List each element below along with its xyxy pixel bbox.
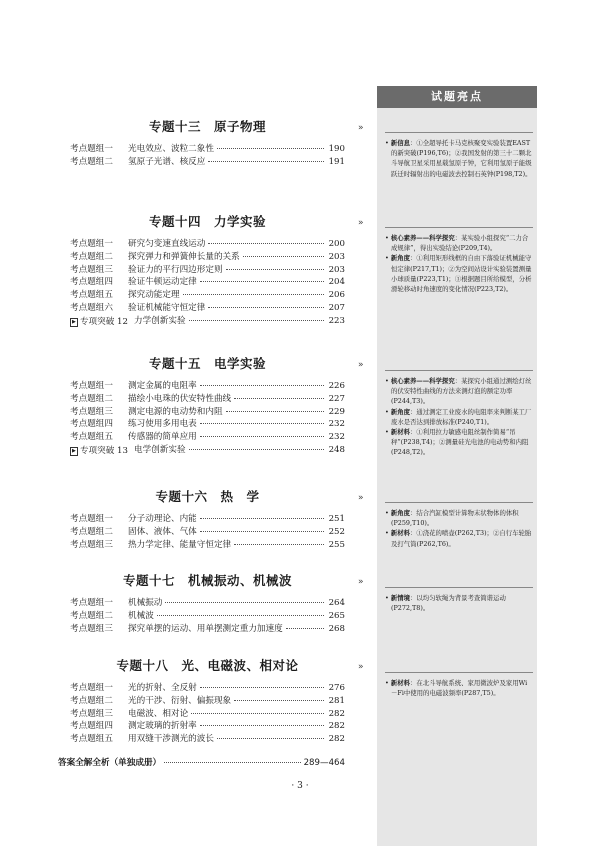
toc-page: 248 xyxy=(328,444,345,455)
toc-label: 考点题组一 xyxy=(70,683,113,693)
toc-title: 电学创新实验 xyxy=(134,444,186,455)
toc-row[interactable] xyxy=(70,682,345,695)
toc-label: 考点题组五 xyxy=(70,290,113,301)
note-tag: 新材料 xyxy=(390,529,410,538)
divider xyxy=(385,587,533,588)
toc-row[interactable] xyxy=(70,708,345,721)
toc-label xyxy=(70,445,128,458)
toc-row-special[interactable] xyxy=(70,315,345,329)
toc-row[interactable] xyxy=(70,418,345,431)
note-text: ：在北斗导航系统、家用微波炉及家用Wi－Fi中使用的电磁波频率(P287,T5)。 xyxy=(391,679,528,698)
leader-dots xyxy=(165,602,324,603)
answer-title: 答案全解全析（单独成册） xyxy=(58,758,162,768)
toc-row[interactable] xyxy=(70,276,345,289)
toc-page: 206 xyxy=(328,290,345,301)
note-tag: 新角度 xyxy=(390,407,410,416)
section-title: 专题十四 力学实验 xyxy=(148,214,266,229)
leader-dots xyxy=(200,725,324,726)
toc-label: 考点题组五 xyxy=(70,734,113,745)
answer-page: 289—464 xyxy=(303,758,345,768)
toc-page: 282 xyxy=(328,721,345,732)
toc-page: 200 xyxy=(328,239,345,249)
toc-title: 研究匀变速直线运动 xyxy=(128,239,206,249)
section-17 xyxy=(70,571,345,635)
note-text: ：①利用拉力敏感电阻丝制作简易“吊秤”(P238,T4)；②测量硅光电池的电动势和内阻(P248,T2)。 xyxy=(391,428,529,457)
leader-dots xyxy=(243,256,324,257)
section-title: 专题十五 电学实验 xyxy=(148,356,266,371)
toc-title: 探究弹力和弹簧伸长量的关系 xyxy=(128,251,240,262)
toc-title: 验证牛顿运动定律 xyxy=(128,277,197,288)
toc-label xyxy=(70,316,128,329)
section-15 xyxy=(70,354,345,458)
toc-page: 203 xyxy=(328,264,345,275)
toc-row[interactable] xyxy=(70,302,345,315)
toc-label: 考点题组二 xyxy=(70,695,113,706)
toc-label: 考点题组二 xyxy=(70,393,113,404)
toc-row[interactable] xyxy=(70,156,345,169)
toc-page: 276 xyxy=(328,683,345,693)
note-text: ：①浇花的喷壶(P262,T3)；②自行车轮胎及打气筒(P262,T6)。 xyxy=(391,529,532,548)
toc-page: 265 xyxy=(328,610,345,621)
toc-title: 探究单摆的运动、用单摆测定重力加速度 xyxy=(128,623,283,634)
toc-page: 282 xyxy=(328,734,345,745)
toc-page: 281 xyxy=(328,695,345,706)
toc-title: 光的干涉、衍射、偏振现象 xyxy=(128,695,232,706)
leader-dots xyxy=(200,385,324,386)
note-tag: 核心素养——科学探究 xyxy=(390,377,455,385)
toc-title: 机械振动 xyxy=(128,598,163,608)
note-text: ：通过测定工业废水的电阻率来判断某工厂废水是否达到排放标准(P240,T1)。 xyxy=(391,407,532,426)
toc-row[interactable] xyxy=(70,720,345,733)
section-title: 专题十七 机械振动、机械波 xyxy=(122,573,292,588)
toc-page: 207 xyxy=(328,302,345,313)
special-label: 专项突破 12 xyxy=(79,316,128,327)
divider xyxy=(385,227,533,228)
section-title: 专题十三 原子物理 xyxy=(148,119,266,134)
divider xyxy=(385,672,533,673)
highlight-block-16 xyxy=(385,502,533,549)
toc-row[interactable] xyxy=(70,513,345,526)
chevron-icon: » xyxy=(358,123,364,133)
section-13 xyxy=(70,117,345,169)
leader-dots xyxy=(208,243,324,244)
toc-title: 光电效应、波粒二象性 xyxy=(128,144,214,154)
toc-label: 考点题组一 xyxy=(70,598,113,608)
toc-title: 测定金属的电阻率 xyxy=(128,381,197,391)
leader-dots xyxy=(234,700,324,701)
toc-title: 验证力的平行四边形定则 xyxy=(128,264,223,275)
toc-row[interactable] xyxy=(70,251,345,264)
play-icon: ▶ xyxy=(70,318,78,327)
toc-title: 分子动理论、内能 xyxy=(128,514,197,524)
toc-title: 测定玻璃的折射率 xyxy=(128,721,197,732)
leader-dots xyxy=(191,713,324,714)
leader-dots xyxy=(189,449,324,450)
toc-row[interactable] xyxy=(70,431,345,444)
divider xyxy=(385,132,533,133)
highlight-block-13 xyxy=(385,132,533,179)
highlight-note: • 新信息：①全超导托卡马克核聚变实验装置EAST的新突破(P196,T6)；②我国发射的第三十二颗北斗导航卫星采用星载氢原子钟，它利用氢原子能级跃迁时辐射出的电磁波去控制石英钟(P198,T2)。 xyxy=(385,139,532,178)
toc-title: 电磁波、相对论 xyxy=(128,708,189,719)
toc-page: 268 xyxy=(328,623,345,634)
section-title: 专题十六 热 学 xyxy=(155,489,260,504)
toc-row[interactable] xyxy=(70,380,345,393)
toc-title: 验证机械能守恒定律 xyxy=(128,302,206,313)
highlight-note: • 核心素养——科学探究：某实验小组探究“二力合成规律”，得出实验结论(P209,T4)。 xyxy=(385,234,529,253)
toc-title: 练习使用多用电表 xyxy=(128,419,197,430)
toc-label: 考点题组一 xyxy=(70,239,113,249)
toc-page: 229 xyxy=(328,406,345,417)
highlight-note: • 新角度：结合汽缸模型计算物末状物体的体积(P259,T10)。 xyxy=(385,509,519,528)
toc-page: 203 xyxy=(328,251,345,262)
toc-title: 传感器的简单应用 xyxy=(128,432,197,443)
toc-row[interactable] xyxy=(70,238,345,251)
toc-row-special[interactable] xyxy=(70,444,345,458)
toc-label: 考点题组四 xyxy=(70,277,113,288)
highlight-block-17 xyxy=(385,587,533,613)
toc-title: 探究动能定理 xyxy=(128,290,180,301)
answer-row[interactable] xyxy=(58,757,345,770)
toc-label: 考点题组四 xyxy=(70,721,113,732)
toc-label: 考点题组三 xyxy=(70,623,113,634)
toc-page: 232 xyxy=(328,432,345,443)
leader-dots xyxy=(217,738,324,739)
toc-label: 考点题组一 xyxy=(70,144,113,154)
highlight-note: • 新情境：以均匀软绳为背景考查简谐运动(P272,T8)。 xyxy=(385,594,506,613)
page-number: · 3 · xyxy=(291,781,309,791)
toc-page: 232 xyxy=(328,419,345,430)
toc-row[interactable] xyxy=(70,406,345,419)
leader-dots xyxy=(234,398,324,399)
highlight-note: • 核心素养——科学探究：某探究小组通过测绘灯丝的伏安特性曲线的方法来测灯泡的额定功率(P244,T3)。 xyxy=(385,377,532,406)
toc-page: 223 xyxy=(328,315,345,326)
leader-dots xyxy=(200,423,324,424)
toc-page: 264 xyxy=(328,598,345,608)
toc-row[interactable] xyxy=(70,597,345,610)
leader-dots xyxy=(217,148,324,149)
leader-dots xyxy=(157,615,324,616)
leader-dots xyxy=(234,544,324,545)
toc-title: 热力学定律、能量守恒定律 xyxy=(128,539,232,550)
highlight-block-18 xyxy=(385,672,533,698)
toc-label: 考点题组二 xyxy=(70,156,113,167)
note-text: ：①利用矩形线框的自由下落验证机械能守恒定律(P217,T1)；②为空间站设计实验装置测量小球质量(P223,T1)；③根据题目所给模型，分析滑轮移动时角速度的变化情况(P223,T2)。 xyxy=(391,254,532,294)
leader-dots xyxy=(189,320,324,321)
note-tag: 新材料 xyxy=(390,679,410,687)
toc-label: 考点题组六 xyxy=(70,302,113,313)
toc-row[interactable] xyxy=(70,539,345,552)
chevron-icon: » xyxy=(358,493,364,503)
note-text: ：以均匀软绳为背景考查简谐运动(P272,T8)。 xyxy=(391,594,506,613)
toc-page: 251 xyxy=(328,514,345,524)
highlights-column xyxy=(377,86,537,846)
leader-dots xyxy=(200,687,324,688)
toc-row[interactable] xyxy=(70,526,345,539)
toc-page: 282 xyxy=(328,708,345,719)
toc-page: 226 xyxy=(328,381,345,391)
toc-row[interactable] xyxy=(70,610,345,623)
note-tag: 新信息 xyxy=(390,139,410,147)
section-18 xyxy=(70,656,345,746)
leader-dots xyxy=(200,531,324,532)
divider xyxy=(385,502,533,503)
toc-title: 机械波 xyxy=(128,610,154,621)
leader-dots xyxy=(286,628,324,629)
toc-title: 氢原子光谱、核反应 xyxy=(128,156,206,167)
leader-dots xyxy=(200,281,324,282)
toc-title: 固体、液体、气体 xyxy=(128,526,197,537)
toc-label: 考点题组二 xyxy=(70,526,113,537)
toc-label: 考点题组五 xyxy=(70,432,113,443)
toc-label: 考点题组二 xyxy=(70,251,113,262)
toc-page: 255 xyxy=(328,539,345,550)
toc-row[interactable] xyxy=(70,695,345,708)
toc-page: 227 xyxy=(328,393,345,404)
toc-page: 190 xyxy=(328,144,345,154)
note-tag: 新角度 xyxy=(390,254,410,263)
toc-row[interactable] xyxy=(70,264,345,277)
toc-title: 描绘小电珠的伏安特性曲线 xyxy=(128,393,232,404)
toc-label: 考点题组一 xyxy=(70,514,113,524)
leader-dots xyxy=(183,294,324,295)
chevron-icon: » xyxy=(358,577,364,587)
section-title: 专题十八 光、电磁波、相对论 xyxy=(116,658,299,673)
highlight-block-15 xyxy=(385,370,533,458)
play-icon: ▶ xyxy=(70,447,78,456)
toc-title: 光的折射、全反射 xyxy=(128,683,197,693)
note-tag: 新情境 xyxy=(390,594,410,602)
toc-row[interactable] xyxy=(70,733,345,746)
chevron-icon: » xyxy=(358,218,364,228)
toc-title: 测定电源的电动势和内阻 xyxy=(128,406,223,417)
divider xyxy=(385,370,533,371)
toc-label: 考点题组三 xyxy=(70,406,113,417)
leader-dots xyxy=(226,269,324,270)
toc-page: 252 xyxy=(328,526,345,537)
highlight-note: • 新角度：通过测定工业废水的电阻率来判断某工厂废水是否达到排放标准(P240,T1)。 xyxy=(385,407,532,426)
leader-dots xyxy=(208,307,324,308)
toc-label: 考点题组三 xyxy=(70,708,113,719)
toc-label: 考点题组一 xyxy=(70,381,113,391)
leader-dots xyxy=(164,762,300,763)
leader-dots xyxy=(200,436,324,437)
toc-label: 考点题组二 xyxy=(70,610,113,621)
note-text: ：结合汽缸模型计算物末状物体的体积(P259,T10)。 xyxy=(391,509,519,528)
toc-row[interactable] xyxy=(70,393,345,406)
note-tag: 新材料 xyxy=(390,428,410,437)
note-text: ：某实验小组探究“二力合成规律”，得出实验结论(P209,T4)。 xyxy=(391,234,529,253)
toc-page: 204 xyxy=(328,277,345,288)
toc-label: 考点题组三 xyxy=(70,539,113,550)
leader-dots xyxy=(226,411,324,412)
toc-row[interactable] xyxy=(70,623,345,636)
toc-label: 考点题组三 xyxy=(70,264,113,275)
toc-title: 力学创新实验 xyxy=(134,315,186,326)
special-label: 专项突破 13 xyxy=(79,446,128,457)
note-text: ：①全超导托卡马克核聚变实验装置EAST的新突破(P196,T6)；②我国发射的第三十二颗北斗导航卫星采用星载氢原子钟，它利用氢原子能级跃迁时辐射出的电磁波去控制石英钟(P198,T2)。 xyxy=(391,139,532,178)
highlight-block-14 xyxy=(385,227,533,294)
highlight-note: • 新材料：①利用拉力敏感电阻丝制作简易“吊秤”(P238,T4)；②测量硅光电池的电动势和内阻(P248,T2)。 xyxy=(385,428,529,457)
toc-label: 考点题组四 xyxy=(70,419,113,430)
highlight-note: • 新材料：①浇花的喷壶(P262,T3)；②自行车轮胎及打气筒(P262,T6)。 xyxy=(385,529,532,548)
chevron-icon: » xyxy=(358,360,364,370)
leader-dots xyxy=(200,518,324,519)
section-14 xyxy=(70,212,345,329)
note-text: ：某探究小组通过测绘灯丝的伏安特性曲线的方法来测灯泡的额定功率(P244,T3)。 xyxy=(391,377,532,406)
highlights-header: 试题亮点 xyxy=(377,86,537,108)
note-tag: 新角度 xyxy=(390,509,410,517)
highlight-note: • 新材料：在北斗导航系统、家用微波炉及家用Wi－Fi中使用的电磁波频率(P287,T5)。 xyxy=(385,679,528,698)
highlight-note: • 新角度：①利用矩形线框的自由下落验证机械能守恒定律(P217,T1)；②为空间站设计实验装置测量小球质量(P223,T1)；③根据题目所给模型，分析滑轮移动时角速度的变化情况(P223,T2)。 xyxy=(385,254,532,294)
toc-page: 191 xyxy=(328,156,345,167)
toc-row[interactable] xyxy=(70,289,345,302)
note-tag: 核心素养——科学探究 xyxy=(390,234,455,242)
leader-dots xyxy=(208,161,324,162)
toc-row[interactable] xyxy=(70,143,345,156)
chevron-icon: » xyxy=(358,662,364,672)
toc-title: 用双缝干涉测光的波长 xyxy=(128,734,214,745)
section-16 xyxy=(70,487,345,551)
